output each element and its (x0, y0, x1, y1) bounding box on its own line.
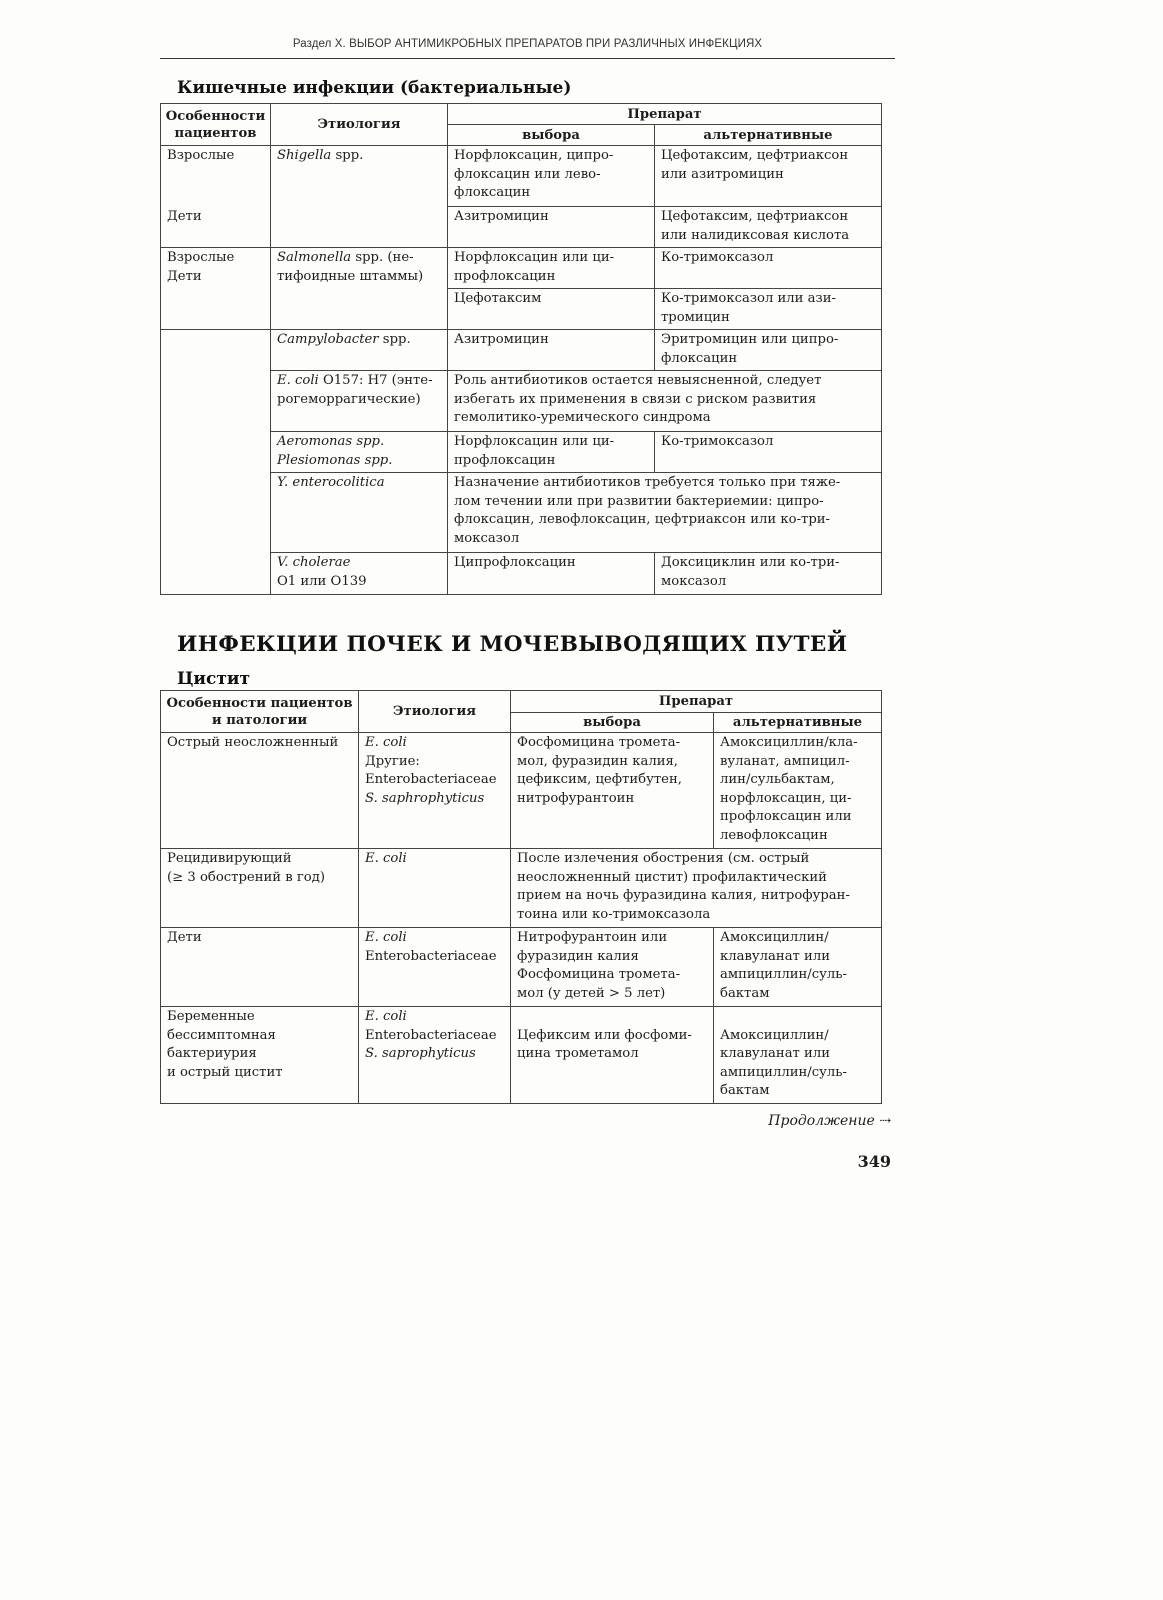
etiology-suffix: O157: H7 (энте- рогеморрагические) (277, 373, 433, 407)
etiology-italic: Salmonella (277, 250, 352, 265)
etiology-suffix: spp. (331, 148, 364, 163)
table-row (161, 928, 882, 1007)
etiology-italic: Shigella (277, 148, 332, 163)
section-title: ИНФЕКЦИИ ПОЧЕК И МОЧЕВЫВОДЯЩИХ ПУТЕЙ (177, 632, 848, 657)
patient-cell: Дети (161, 928, 359, 1007)
intestinal-infections-table (160, 103, 882, 595)
header-alternative: альтернативные (655, 125, 882, 146)
etiology-cell: Y. enterocolitica (271, 473, 448, 553)
alt-cell: Цефотаксим, цефтриаксон или азитромицин (655, 146, 882, 207)
alt-cell: Амоксициллин/ клавуланат или ампициллин/суль- бактам (714, 1007, 882, 1104)
patient-cell: Рецидивирующий (≥ 3 обострений в год) (161, 849, 359, 928)
etiology-suffix: O1 или O139 (277, 573, 367, 589)
etiology-italic: E. coli (277, 373, 319, 388)
etiology-italic: E. coli (365, 930, 407, 945)
choice-cell: Норфлоксацин или ци- профлоксацин (448, 248, 655, 289)
merged-note-cell: После излечения обострения (см. острый неосложненный цистит) профилактический прием на ночь фуразидина калия, нитрофуран- тоина или ко-тримоксазола (511, 849, 882, 928)
choice-cell: Азитромицин (448, 207, 655, 248)
alt-cell: Цефотаксим, цефтриаксон или налидиксовая кислота (655, 207, 882, 248)
alt-cell: Амоксициллин/кла- вуланат, ампицил- лин/сульбактам, норфлоксацин, ци- профлоксацин или левофлоксацин (714, 733, 882, 849)
etiology-rest: Enterobacteriaceae (365, 1027, 497, 1043)
header-drug: Препарат (448, 104, 882, 125)
etiology-cell (359, 1007, 511, 1104)
etiology-cell: E. coli (359, 849, 511, 928)
patient-cell-empty (161, 330, 271, 595)
patient-cell: Беременные бессимптомная бактериурия и острый цистит (161, 1007, 359, 1104)
table-row (161, 248, 882, 289)
patient-cell: Дети (161, 207, 271, 248)
etiology-cell (271, 330, 448, 371)
etiology-rest: Другие: Enterobacteriaceae (365, 753, 497, 787)
header-patients: Особенности пациентов (161, 104, 271, 146)
table-row (161, 207, 882, 248)
alt-cell: Ко-тримоксазол (655, 432, 882, 473)
etiology-rest: Enterobacteriaceae (365, 948, 497, 964)
etiology-cell (271, 146, 448, 248)
table-row (161, 849, 882, 928)
choice-cell: Норфлоксацин или ци- профлоксацин (448, 432, 655, 473)
choice-cell: Цефотаксим (448, 289, 655, 330)
page-number: 349 (857, 1152, 891, 1171)
header-etiology: Этиология (271, 104, 448, 146)
etiology-cell (359, 928, 511, 1007)
etiology-suffix: spp. (не- тифоидные штаммы) (277, 250, 424, 284)
header-rule (160, 58, 895, 59)
choice-cell: Фосфомицина тромета- мол, фуразидин калия, цефиксим, цефтибутен, нитрофурантоин (511, 733, 714, 849)
etiology-cell (271, 371, 448, 432)
choice-cell: Норфлоксацин, ципро- флоксацин или лево- флоксацин (448, 146, 655, 207)
etiology-italic-2: S. saphrophyticus (365, 790, 485, 806)
etiology-italic: Campylobacter (277, 332, 379, 347)
choice-cell: Нитрофурантоин или фуразидин калия Фосфомицина тромета- мол (у детей > 5 лет) (511, 928, 714, 1007)
alt-cell: Ко-тримоксазол (655, 248, 882, 289)
etiology-suffix: spp. (378, 332, 411, 347)
table2-title: Цистит (177, 669, 251, 689)
header-choice: выбора (511, 713, 714, 733)
cystitis-table (160, 690, 882, 1104)
etiology-italic-2: S. saprophyticus (365, 1046, 476, 1061)
etiology-italic: V. cholerae (277, 555, 351, 570)
header-alternative: альтернативные (714, 713, 882, 733)
continuation-note: Продолжение ⇢ (768, 1113, 891, 1129)
choice-cell: Азитромицин (448, 330, 655, 371)
alt-cell: Амоксициллин/ клавуланат или ампициллин/суль- бактам (714, 928, 882, 1007)
header-patients: Особенности пациентов и патологии (161, 691, 359, 733)
alt-cell: Доксициклин или ко-три- моксазол (655, 553, 882, 595)
choice-cell: Ципрофлоксацин (448, 553, 655, 595)
etiology-italic: E. coli (365, 1009, 407, 1024)
table-row (161, 330, 882, 371)
header-choice: выбора (448, 125, 655, 146)
patient-cell: Взрослые Дети (161, 248, 271, 330)
merged-note-cell: Роль антибиотиков остается невыясненной, следует избегать их применения в связи с риском развития гемолитико-уремического синдрома (448, 371, 882, 432)
header-drug: Препарат (511, 691, 882, 713)
alt-cell: Эритромицин или ципро- флоксацин (655, 330, 882, 371)
etiology-cell (359, 733, 511, 849)
etiology-cell (271, 553, 448, 595)
running-head: Раздел X. ВЫБОР АНТИМИКРОБНЫХ ПРЕПАРАТОВ ПРИ РАЗЛИЧНЫХ ИНФЕКЦИЯХ (292, 38, 763, 50)
table-row (161, 146, 882, 207)
alt-cell: Ко-тримоксазол или ази- тромицин (655, 289, 882, 330)
etiology-cell: Aeromonas spp. Plesiomonas spp. (271, 432, 448, 473)
patient-cell: Взрослые (161, 146, 271, 207)
etiology-italic: E. coli (365, 735, 407, 750)
table1-title: Кишечные инфекции (бактериальные) (177, 78, 572, 98)
patient-cell: Острый неосложненный (161, 733, 359, 849)
header-etiology: Этиология (359, 691, 511, 733)
etiology-cell (271, 248, 448, 330)
merged-note-cell: Назначение антибиотиков требуется только при тяже- лом течении или при развитии бактериемии: ципро- флоксацин, левофлоксацин, цефтриаксон или ко-три- моксазол (448, 473, 882, 553)
choice-cell: Цефиксим или фосфоми- цина трометамол (511, 1007, 714, 1104)
table-row (161, 733, 882, 849)
table-row (161, 1007, 882, 1104)
